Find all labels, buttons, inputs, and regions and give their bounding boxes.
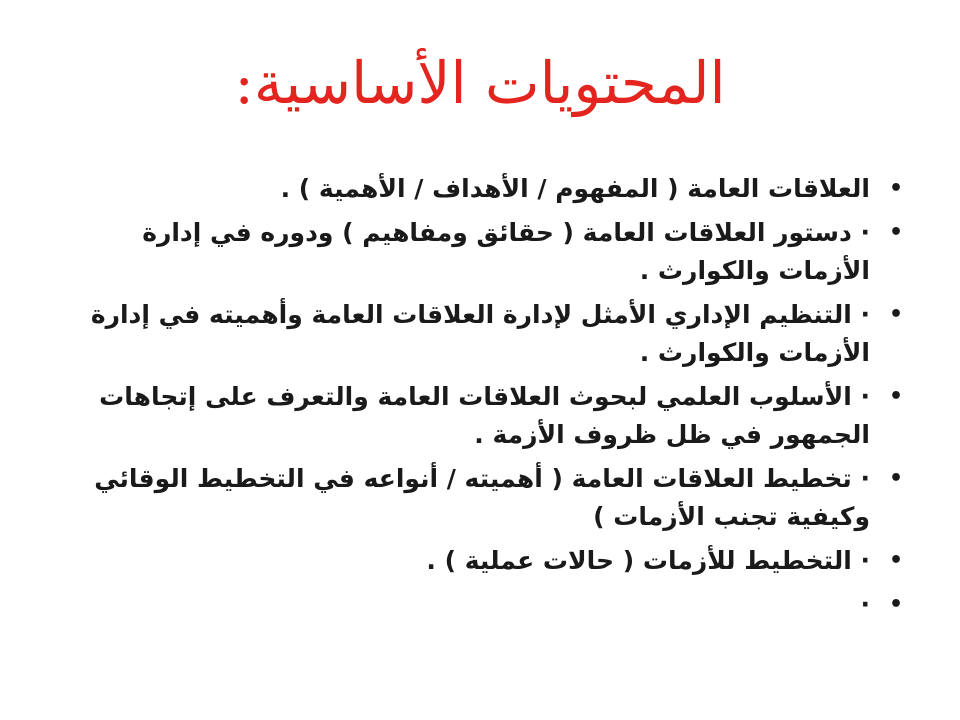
bullet-text: · — [860, 590, 870, 619]
bullet-icon: • — [888, 176, 904, 201]
list-item — [70, 460, 910, 536]
list-item — [70, 214, 910, 290]
slide-title: المحتويات الأساسية: — [234, 48, 726, 117]
list-item — [70, 542, 910, 580]
list-item — [70, 296, 910, 372]
bullet-icon: • — [888, 384, 904, 409]
bullet-icon: • — [888, 466, 904, 491]
bullet-text: · الأسلوب العلمي لبحوث العلاقات العامة والتعرف على إتجاهات الجمهور في ظل ظروف الأزمة . — [99, 382, 870, 449]
bullet-list — [70, 170, 910, 630]
list-item — [70, 586, 910, 624]
bullet-icon: • — [888, 548, 904, 573]
bullet-text: · التخطيط للأزمات ( حالات عملية ) . — [426, 546, 870, 575]
bullet-text: · دستور العلاقات العامة ( حقائق ومفاهيم ) ودوره في إدارة الأزمات والكوارث . — [142, 218, 870, 285]
bullet-icon: • — [888, 592, 904, 617]
list-item — [70, 170, 910, 208]
bullet-text: · التنظيم الإداري الأمثل لإدارة العلاقات العامة وأهميته في إدارة الأزمات والكوارث . — [90, 300, 870, 367]
bullet-icon: • — [888, 220, 904, 245]
bullet-icon: • — [888, 302, 904, 327]
bullet-text: · تخطيط العلاقات العامة ( أهميته / أنواعه في التخطيط الوقائي وكيفية تجنب الأزمات ) — [94, 464, 870, 531]
list-item — [70, 378, 910, 454]
bullet-text: العلاقات العامة ( المفهوم / الأهداف / الأهمية ) . — [280, 174, 870, 203]
